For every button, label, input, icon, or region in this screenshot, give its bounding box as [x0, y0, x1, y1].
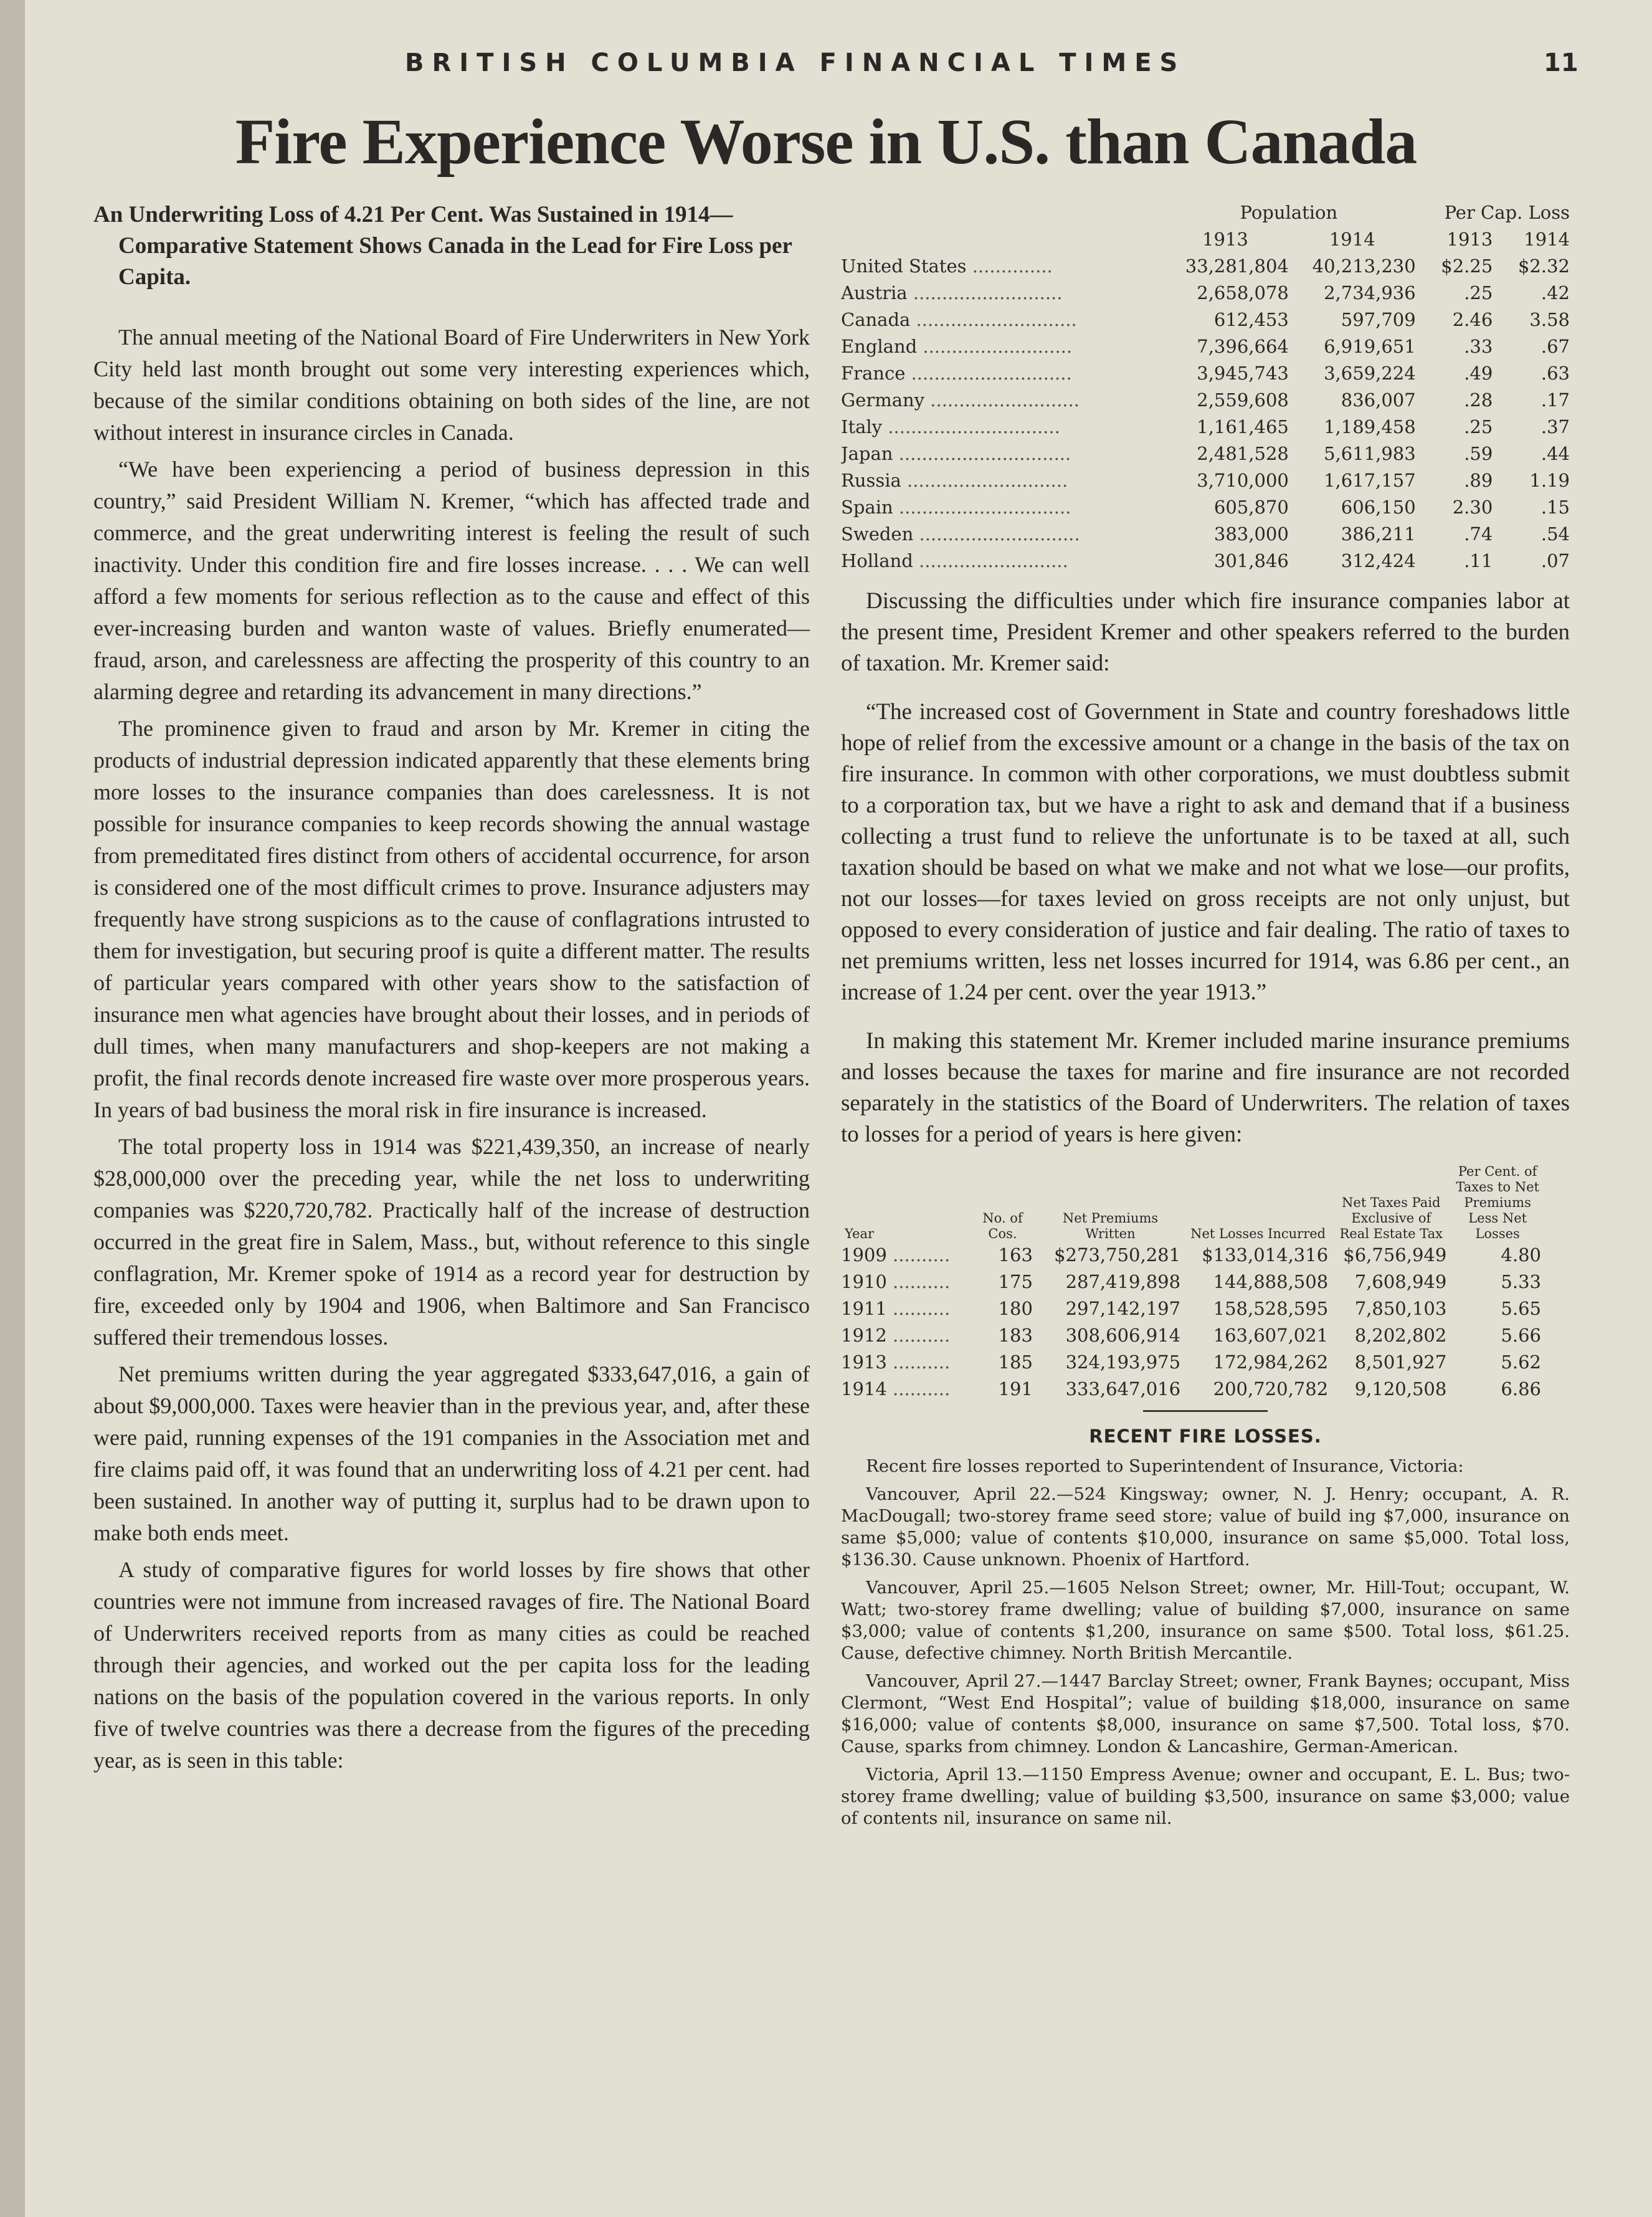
per-cap-loss-header: Per Cap. Loss — [1444, 202, 1570, 223]
table-row — [841, 1242, 1545, 1269]
premiums-column-header: Net Premiums Written — [1062, 1211, 1159, 1241]
loss-1914-cell: .54 — [1540, 523, 1570, 545]
population-1914-cell: 40,213,230 — [1312, 255, 1416, 277]
paragraph: Net premiums written during the year aggregated $333,647,016, a gain of about $9,000,000. Taxes were heavier than in the previous year, and, after these were paid, running expenses of the 191 companies in the Association met and fire claims paid off, it was found that an underwriting loss of 4.21 per cent. had been sustained. In another way of putting it, surplus had to be drawn upon to make both ends meet. — [93, 1361, 810, 1545]
losses-column-header: Net Losses Incurred — [1190, 1226, 1326, 1241]
country-cell: Italy .............................. — [841, 416, 1060, 437]
leader-dots: .......................... — [913, 550, 1068, 571]
paragraph: The prominence given to fraud and arson by Mr. Kremer in citing the products of industrial depression indicated apparently that these elements bring more losses to the insurance companies than does carelessness. It is not possible for insurance companies to keep records showing the annual wastage from premeditated fires distinct from others of accidental occurrence, for arson is considered one of the most difficult crimes to prove. Insurance adjusters may frequently have strong suspicions as to the cause of conflagrations intrusted to them for investigation, but securing proof is quite a different matter. The results of particular years compared with other years show to the satisfaction of insurance men what agencies have brought about their losses, and in periods of dull times, when many manufacturers and shop-keepers are not making a profit, the final records denote increased fire waste over more prosperous years. In years of bad business the moral risk in fire insurance is increased. — [93, 716, 810, 1122]
loss-1913-cell: .49 — [1464, 363, 1493, 384]
leader-dots: .......... — [886, 1298, 951, 1319]
companies-cell: 175 — [998, 1271, 1033, 1292]
premiums-cell: 308,606,914 — [1065, 1325, 1181, 1346]
leader-dots: .......................... — [917, 336, 1073, 357]
table-row — [841, 441, 1570, 467]
population-1914-cell: 606,150 — [1341, 497, 1416, 518]
population-1913-cell: 1,161,465 — [1197, 416, 1289, 437]
table-row — [841, 414, 1570, 441]
population-1914-cell: 1,617,157 — [1324, 470, 1416, 491]
loss-1913-cell: .28 — [1464, 389, 1493, 411]
leader-dots: .............................. — [882, 416, 1060, 437]
companies-cell: 185 — [998, 1352, 1033, 1373]
country-cell: Holland .......................... — [841, 550, 1068, 571]
leader-dots: .............. — [966, 255, 1053, 277]
companies-cell: 183 — [998, 1325, 1033, 1346]
premiums-cell: $273,750,281 — [1054, 1244, 1181, 1266]
population-1913-cell: 33,281,804 — [1185, 255, 1289, 277]
article-deck: An Underwriting Loss of 4.21 Per Cent. Was Sustained in 1914—Comparative Statement Shows Canada in the Lead for Fire Loss per Capita. — [93, 202, 792, 290]
leader-dots: .......... — [886, 1244, 951, 1266]
country-cell: France ............................ — [841, 363, 1072, 384]
percent-cell: 5.33 — [1501, 1271, 1541, 1292]
leader-dots: .............................. — [893, 497, 1071, 518]
table-row — [841, 467, 1570, 494]
paragraph: The total property loss in 1914 was $221,439,350, an increase of nearly $28,000,000 over the preceding year, while the net loss to underwriting companies was $220,720,782. Practically half of the increase of destruction occurred in the great fire in Salem, Mass., but, without reference to this single conflagration, Mr. Kremer spoke of 1914 as a record year for destruction by fire, exceeded only by 1904 and 1906, when Baltimore and San Francisco suffered their tremendous losses. — [93, 1134, 810, 1350]
country-cell: Russia ............................ — [841, 470, 1068, 491]
losses-cell: 172,984,262 — [1213, 1352, 1329, 1373]
table-row — [841, 1295, 1545, 1322]
year-header: 1914 — [1524, 229, 1570, 250]
loss-1913-cell: $2.25 — [1441, 255, 1493, 277]
taxes-cell: 9,120,508 — [1354, 1378, 1447, 1399]
year-column-header: Year — [845, 1226, 875, 1241]
population-loss-table — [841, 199, 1570, 575]
fire-loss-reports — [841, 1456, 1570, 1829]
loss-1914-cell: .15 — [1540, 497, 1570, 518]
table-row — [841, 1349, 1545, 1376]
loss-1913-cell: .74 — [1464, 523, 1493, 545]
loss-1914-cell: 3.58 — [1529, 309, 1570, 330]
population-1914-cell: 3,659,224 — [1324, 363, 1416, 384]
table-row — [841, 333, 1570, 360]
population-header: Population — [1240, 202, 1338, 223]
population-1914-cell: 5,611,983 — [1324, 443, 1416, 464]
table-row — [841, 1376, 1545, 1403]
country-cell: Spain .............................. — [841, 497, 1071, 518]
table-row — [841, 307, 1570, 333]
page-gutter — [0, 0, 25, 2217]
leader-dots: .............................. — [893, 443, 1071, 464]
taxes-column-header: Net Taxes Paid Exclusive of Real Estate Tax — [1339, 1195, 1443, 1241]
percent-cell: 4.80 — [1501, 1244, 1541, 1266]
year-cell: 1914 .......... — [841, 1378, 951, 1399]
country-cell: Japan .............................. — [841, 443, 1071, 464]
population-1914-cell: 6,919,651 — [1324, 336, 1416, 357]
table-row — [841, 280, 1570, 307]
table-row — [841, 1269, 1545, 1295]
losses-cell: 200,720,782 — [1213, 1378, 1329, 1399]
report-intro: Recent fire losses reported to Superintendent of Insurance, Victoria: — [866, 1456, 1464, 1476]
year-header: 1914 — [1329, 229, 1375, 250]
table-row — [841, 494, 1570, 521]
losses-cell: $133,014,316 — [1202, 1244, 1329, 1266]
country-cell: England .......................... — [841, 336, 1073, 357]
loss-1913-cell: .25 — [1464, 282, 1493, 303]
premiums-cell: 297,142,197 — [1065, 1298, 1181, 1319]
leader-dots: .......... — [886, 1271, 951, 1292]
loss-1914-cell: .07 — [1540, 550, 1570, 571]
population-1914-cell: 386,211 — [1341, 523, 1416, 545]
report-entry: Victoria, April 13.—1150 Empress Avenue; owner and occupant, E. L. Bus; two-storey frame dwelling; value of building $3,500, insurance on same $3,000; value of contents nil, insurance on same nil. — [841, 1765, 1570, 1828]
population-1914-cell: 836,007 — [1341, 389, 1416, 411]
country-cell: Canada ............................ — [841, 309, 1077, 330]
loss-1913-cell: .33 — [1464, 336, 1493, 357]
year-cell: 1911 .......... — [841, 1298, 951, 1319]
year-header: 1913 — [1202, 229, 1248, 250]
loss-1914-cell: 1.19 — [1529, 470, 1570, 491]
percent-cell: 6.86 — [1501, 1378, 1541, 1399]
leader-dots: .......... — [886, 1378, 951, 1399]
percent-cell: 5.62 — [1501, 1352, 1541, 1373]
table-row — [841, 521, 1570, 548]
paragraph: “The increased cost of Government in State and country foreshadows little hope of relief from the excessive amount or a change in the basis of the tax on fire insurance. In common with other corporations, we must doubtless submit to a corporation tax, but we have a right to ask and demand that if a business collecting a trust fund to relieve the unfortunate is to be taxed at all, such taxation should be based on what we make and not what we lose—our profits, not our losses—for taxes levied on gross receipts are not only unjust, but opposed to every consideration of justice and fair dealing. The ratio of taxes to net premiums written, less net losses incurred for 1914, was 6.86 per cent., an increase of 1.24 per cent. over the year 1913.” — [841, 699, 1570, 1005]
companies-column-header: No. of Cos. — [982, 1211, 1023, 1241]
premiums-cell: 287,419,898 — [1065, 1271, 1181, 1292]
year-cell: 1912 .......... — [841, 1325, 951, 1346]
country-cell: Germany .......................... — [841, 389, 1080, 411]
loss-1913-cell: .11 — [1464, 550, 1493, 571]
population-1914-cell: 1,189,458 — [1324, 416, 1416, 437]
companies-cell: 191 — [998, 1378, 1033, 1399]
report-entry: Vancouver, April 25.—1605 Nelson Street; owner, Mr. Hill-Tout; occupant, W. Watt; two-storey frame dwelling; value of building $7,000, insurance on same $3,000; value of contents $1,200, insurance on same $500. Total loss, $61.25. Cause, defective chimney. North British Mercantile. — [841, 1578, 1570, 1663]
paragraph: “We have been experiencing a period of business depression in this country,” said President William N. Kremer, “which has affected trade and commerce, and the great underwriting interest is feeling the result of such inactivity. Under this condition fire and fire losses increase. . . . We can well afford a few moments for serious reflection as to the cause and effect of this ever-increasing burden and wanton waste of values. Briefly enumerated—fraud, arson, and carelessness are affecting the prosperity of this country to an alarming degree and retarding its advancement in many directions.” — [93, 457, 810, 704]
loss-1913-cell: 2.46 — [1452, 309, 1493, 330]
table-row — [841, 360, 1570, 387]
right-column — [841, 199, 1570, 1836]
population-1913-cell: 605,870 — [1213, 497, 1289, 518]
country-cell: Sweden ............................ — [841, 523, 1080, 545]
section-divider — [1143, 1410, 1268, 1412]
loss-1913-cell: .59 — [1464, 443, 1493, 464]
loss-1913-cell: .25 — [1464, 416, 1493, 437]
loss-1914-cell: .42 — [1540, 282, 1570, 303]
leader-dots: .......................... — [907, 282, 1063, 303]
population-1913-cell: 612,453 — [1213, 309, 1289, 330]
leader-dots: ............................ — [901, 470, 1068, 491]
population-1913-cell: 2,559,608 — [1197, 389, 1289, 411]
percent-cell: 5.66 — [1501, 1325, 1541, 1346]
year-header: 1913 — [1446, 229, 1493, 250]
population-1914-cell: 597,709 — [1341, 309, 1416, 330]
year-cell: 1909 .......... — [841, 1244, 951, 1266]
population-1913-cell: 301,846 — [1213, 550, 1289, 571]
section-title: RECENT FIRE LOSSES. — [1089, 1426, 1322, 1447]
percent-column-header: Per Cent. of Taxes to Net Premiums Less Net Losses — [1456, 1164, 1539, 1241]
population-1914-cell: 312,424 — [1341, 550, 1416, 571]
report-entry: Vancouver, April 22.—524 Kingsway; owner, N. J. Henry; occupant, A. R. MacDougall; two-storey frame seed store; value of build ing $7,000, insurance on same $5,000; value of contents $10,000, insurance on same $5,000. Total loss, $136.30. Cause unknown. Phoenix of Hartford. — [841, 1484, 1570, 1570]
paragraph: Discussing the difficulties under which fire insurance companies labor at the present time, President Kremer and other speakers referred to the burden of taxation. Mr. Kremer said: — [841, 588, 1570, 676]
publication-title: BRITISH COLUMBIA FINANCIAL TIMES — [405, 49, 1186, 77]
loss-1914-cell: .37 — [1540, 416, 1570, 437]
population-1913-cell: 2,481,528 — [1197, 443, 1289, 464]
population-1913-cell: 3,710,000 — [1197, 470, 1289, 491]
population-1914-cell: 2,734,936 — [1324, 282, 1416, 303]
leader-dots: .......... — [886, 1325, 951, 1346]
page-number: 11 — [1544, 49, 1578, 77]
table-row — [841, 253, 1570, 280]
population-1913-cell: 2,658,078 — [1197, 282, 1289, 303]
loss-1914-cell: .17 — [1540, 389, 1570, 411]
leader-dots: .......... — [886, 1352, 951, 1373]
losses-cell: 144,888,508 — [1213, 1271, 1329, 1292]
country-cell: Austria .......................... — [841, 282, 1063, 303]
taxes-table — [841, 1164, 1545, 1403]
premiums-cell: 333,647,016 — [1065, 1378, 1181, 1399]
leader-dots: ............................ — [905, 363, 1072, 384]
year-cell: 1910 .......... — [841, 1271, 951, 1292]
running-header — [0, 49, 1652, 86]
losses-cell: 158,528,595 — [1213, 1298, 1329, 1319]
population-1913-cell: 7,396,664 — [1197, 336, 1289, 357]
paragraph: A study of comparative figures for world losses by fire shows that other countries were not immune from increased ravages of fire. The National Board of Underwriters received reports from as many cities as could be reached through their agencies, and worked out the per capita loss for the leading nations on the basis of the population covered in the various reports. In only five of twelve countries was there a decrease from the figures of the preceding year, as is seen in this table: — [93, 1557, 810, 1773]
loss-1914-cell: .67 — [1540, 336, 1570, 357]
loss-1914-cell: .63 — [1540, 363, 1570, 384]
population-1913-cell: 383,000 — [1213, 523, 1289, 545]
table-row — [841, 548, 1570, 575]
leader-dots: ............................ — [910, 309, 1077, 330]
loss-1914-cell: .44 — [1540, 443, 1570, 464]
leader-dots: .......................... — [924, 389, 1080, 411]
loss-1913-cell: 2.30 — [1452, 497, 1493, 518]
taxes-cell: 7,608,949 — [1354, 1271, 1447, 1292]
taxes-cell: 8,202,802 — [1354, 1325, 1447, 1346]
taxes-cell: 7,850,103 — [1354, 1298, 1447, 1319]
table-row — [841, 1322, 1545, 1349]
paragraph: The annual meeting of the National Board of Fire Underwriters in New York City held last month brought out some very interesting experiences which, because of the similar conditions obtaining on both sides of the line, are not without interest in insurance circles in Canada. — [93, 325, 810, 445]
companies-cell: 180 — [998, 1298, 1033, 1319]
paragraph: In making this statement Mr. Kremer included marine insurance premiums and losses because the taxes for marine and fire insurance are not recorded separately in the statistics of the Board of Underwriters. The relation of taxes to losses for a period of years is here given: — [841, 1028, 1570, 1147]
taxes-cell: $6,756,949 — [1343, 1244, 1447, 1266]
leader-dots: ............................ — [913, 523, 1080, 545]
loss-1914-cell: $2.32 — [1517, 255, 1570, 277]
article-headline: Fire Experience Worse in U.S. than Canada — [235, 106, 1417, 178]
population-1913-cell: 3,945,743 — [1197, 363, 1289, 384]
losses-cell: 163,607,021 — [1213, 1325, 1329, 1346]
loss-1913-cell: .89 — [1464, 470, 1493, 491]
year-cell: 1913 .......... — [841, 1352, 951, 1373]
percent-cell: 5.65 — [1501, 1298, 1541, 1319]
premiums-cell: 324,193,975 — [1065, 1352, 1181, 1373]
companies-cell: 163 — [998, 1244, 1033, 1266]
country-cell: United States .............. — [841, 255, 1053, 277]
report-entry: Vancouver, April 27.—1447 Barclay Street; owner, Frank Baynes; occupant, Miss Clermont, “West End Hospital”; value of building $18,000, insurance on same $16,000; value of contents $8,000, insurance on same $7,500. Total loss, $70. Cause, sparks from chimney. London & Lancashire, German-American. — [841, 1671, 1570, 1757]
table-row — [841, 387, 1570, 414]
left-column — [93, 199, 810, 1781]
taxes-cell: 8,501,927 — [1354, 1352, 1447, 1373]
